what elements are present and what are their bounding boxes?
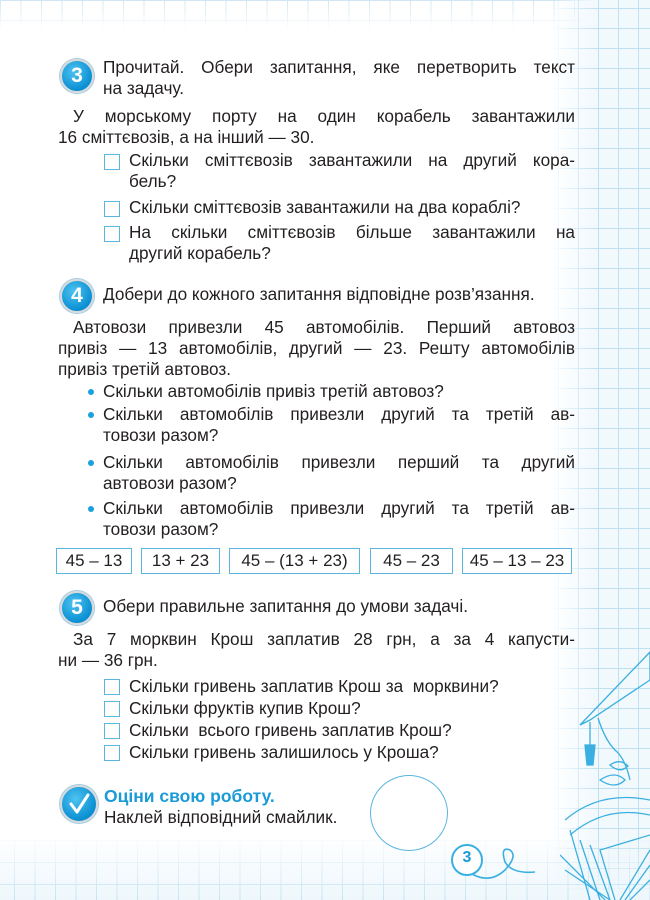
task3-option-1: Скільки сміттєвозів завантажили на другий кора-	[129, 150, 575, 170]
task5-option-3: Скільки всього гривень заплатив Крош?	[129, 720, 452, 740]
task5-option-checkbox[interactable]	[104, 679, 120, 695]
task5-option-checkbox[interactable]	[104, 723, 120, 739]
bullet-icon	[88, 389, 94, 395]
solution-box[interactable]: 45 – (13 + 23)	[229, 548, 360, 574]
task3-option-1-cont: бель?	[129, 171, 177, 191]
sticker-placeholder-circle[interactable]	[370, 775, 448, 851]
task4-question-2-cont: товози разом?	[103, 425, 219, 445]
task4-question-1: Скільки автомобілів привіз третій автовоз?	[103, 381, 444, 401]
bullet-icon	[88, 460, 94, 466]
task3-option-2: Скільки сміттєвозів завантажили на два кораблі?	[129, 197, 521, 217]
checkmark-glyph-icon	[62, 787, 96, 821]
task-number-badge: 3	[60, 59, 94, 93]
task4-text: Автовози привезли 45 автомобілів. Перший автовоз	[73, 317, 575, 337]
task4-instruction: Добери до кожного запитання відповідне розв’язання.	[103, 284, 535, 304]
bullet-icon	[88, 412, 94, 418]
task5-option-1: Скільки гривень заплатив Крош за морквини?	[129, 676, 499, 696]
task3-instruction-cont: на задачу.	[103, 78, 185, 98]
task5-instruction: Обери правильне запитання до умови задачі.	[103, 596, 468, 616]
task-number-badge: 5	[60, 591, 94, 625]
task4-text-cont: привіз — 13 автомобілів, другий — 23. Решту автомобілів	[58, 338, 575, 358]
task3-option-checkbox[interactable]	[104, 154, 120, 170]
solution-box[interactable]: 45 – 23	[370, 548, 453, 574]
task4-question-4-cont: товози разом?	[103, 519, 219, 539]
task3-instruction: Прочитай. Обери запитання, яке перетворить текст	[103, 57, 575, 77]
task5-option-checkbox[interactable]	[104, 745, 120, 761]
evaluation-subtitle: Наклей відповідний смайлик.	[104, 807, 338, 827]
task5-option-2: Скільки фруктів купив Крош?	[129, 698, 361, 718]
task5-option-checkbox[interactable]	[104, 701, 120, 717]
bullet-icon	[88, 506, 94, 512]
task5-text-cont: ни — 36 грн.	[58, 650, 158, 670]
task4-question-3-cont: автовози разом?	[103, 473, 237, 493]
task5-option-4: Скільки гривень залишилось у Кроша?	[129, 742, 439, 762]
task3-option-3-cont: другий корабель?	[129, 243, 271, 263]
task4-question-4: Скільки автомобілів привезли другий та третій ав-	[103, 498, 575, 518]
checkmark-icon	[60, 785, 98, 823]
task3-option-checkbox[interactable]	[104, 226, 120, 242]
solution-box[interactable]: 45 – 13 – 23	[462, 548, 572, 574]
task3-text: У морському порту на один корабель завантажили	[73, 106, 575, 126]
task4-question-3: Скільки автомобілів привезли перший та другий	[103, 452, 575, 472]
task3-option-checkbox[interactable]	[104, 201, 120, 217]
task4-question-2: Скільки автомобілів привезли другий та третій ав-	[103, 404, 575, 424]
task5-text: За 7 морквин Крош заплатив 28 грн, а за 4 капусти-	[73, 629, 575, 649]
evaluation-title: Оціни свою роботу.	[104, 786, 275, 806]
solution-box[interactable]: 45 – 13	[56, 548, 132, 574]
task4-text-cont2: привіз третій автовоз.	[58, 359, 232, 379]
page-number: 3	[462, 849, 472, 866]
task3-text-cont: 16 сміттєвозів, а на інший — 30.	[58, 127, 315, 147]
solution-box[interactable]: 13 + 23	[141, 548, 220, 574]
task3-option-3: На скільки сміттєвозів більше завантажили на	[129, 222, 575, 242]
task-number-badge: 4	[60, 279, 94, 313]
